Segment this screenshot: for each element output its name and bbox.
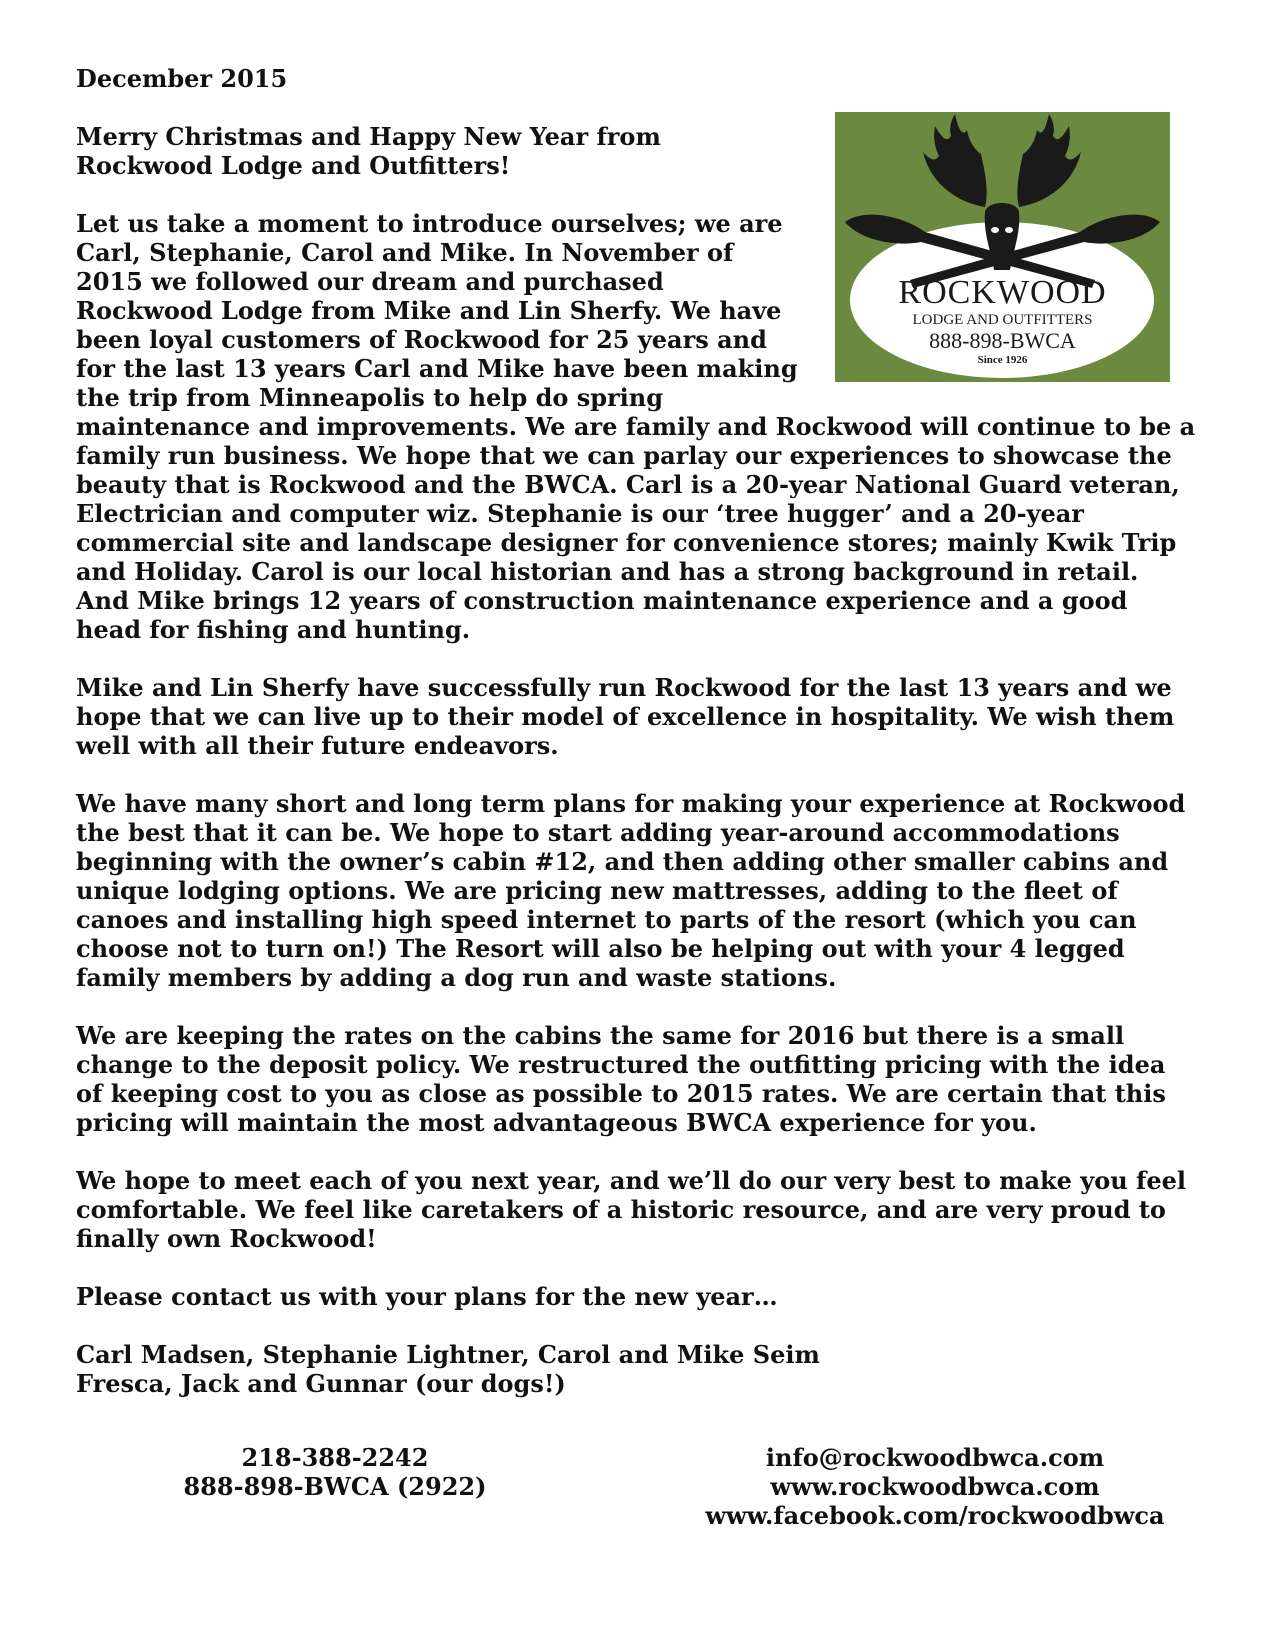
facebook-url: www.facebook.com/rockwoodbwca — [705, 1501, 1165, 1530]
paragraph-closing: We hope to meet each of you next year, and we’ll do our very best to make you feel comfortable. We feel like caretakers of a historic resource, and are very proud to finally own Rockwood! — [76, 1166, 1186, 1253]
signature-names: Carl Madsen, Stephanie Lightner, Carol and Mike Seim — [76, 1340, 820, 1369]
paragraph-rates: We are keeping the rates on the cabins the same for 2016 but there is a small change to the deposit policy. We restructured the outfitting pricing with the idea of keeping cost to you as close as possible to 2015 rates. We are certain that this pricing will maintain the most advantageous BWCA experience for you. — [76, 1021, 1166, 1137]
paragraph-contact: Please contact us with your plans for the new year… — [76, 1282, 778, 1311]
greeting-line-1: Merry Christmas and Happy New Year from — [76, 122, 661, 151]
phone-contacts — [170, 1443, 500, 1501]
greeting-line-2: Rockwood Lodge and Outfitters! — [76, 151, 511, 180]
email-address: info@rockwoodbwca.com — [765, 1443, 1105, 1472]
logo-subtitle: LODGE AND OUTFITTERS — [912, 312, 1093, 328]
web-contacts — [690, 1443, 1180, 1530]
phone-local: 218-388-2242 — [241, 1443, 429, 1472]
signature — [76, 1340, 1196, 1398]
logo-spacer — [801, 64, 1196, 384]
signature-dogs: Fresca, Jack and Gunnar (our dogs!) — [76, 1369, 566, 1398]
website-url: www.rockwoodbwca.com — [770, 1472, 1100, 1501]
logo-name: ROCKWOOD — [898, 274, 1107, 311]
letter-date: December 2015 — [76, 64, 288, 93]
letter-body — [76, 64, 1196, 1427]
logo-since: Since 1926 — [977, 354, 1028, 366]
logo-phone: 888-898-BWCA — [929, 328, 1076, 353]
paragraph-introduction: Let us take a moment to introduce ourselves; we are Carl, Stephanie, Carol and Mike. In November of 2015 we followed our dream and purchased Rockwood Lodge from Mike and Lin Sherfy. We have been loyal customers of Rockwood for 25 years and for the last 13 years Carl and Mike have been making the trip from Minneapolis to help do spring maintenance and improvements. We are family and Rockwood will continue to be a family run business. We hope that we can parlay our experiences to showcase the beauty that is Rockwood and the BWCA. Carl is a 20-year National Guard veteran, Electrician and computer wiz. Stephanie is our ‘tree hugger’ and a 20-year commercial site and landscape designer for convenience stores; mainly Kwik Trip and Holiday. Carol is our local historian and has a strong background in retail. And Mike brings 12 years of construction maintenance experience and a good head for fishing and hunting. — [76, 209, 1196, 644]
paragraph-previous-owners: Mike and Lin Sherfy have successfully run Rockwood for the last 13 years and we hope that we can live up to their model of excellence in hospitality. We wish them well with all their future endeavors. — [76, 673, 1175, 760]
paragraph-plans: We have many short and long term plans for making your experience at Rockwood the best that it can be. We hope to start adding year-around accommodations beginning with the owner’s cabin #12, and then adding other smaller cabins and unique lodging options. We are pricing new mattresses, adding to the fleet of canoes and installing high speed internet to parts of the resort (which you can choose not to turn on!) The Resort will also be helping out with your 4 legged family members by adding a dog run and waste stations. — [76, 789, 1186, 992]
phone-toll-free: 888-898-BWCA (2922) — [183, 1472, 487, 1501]
